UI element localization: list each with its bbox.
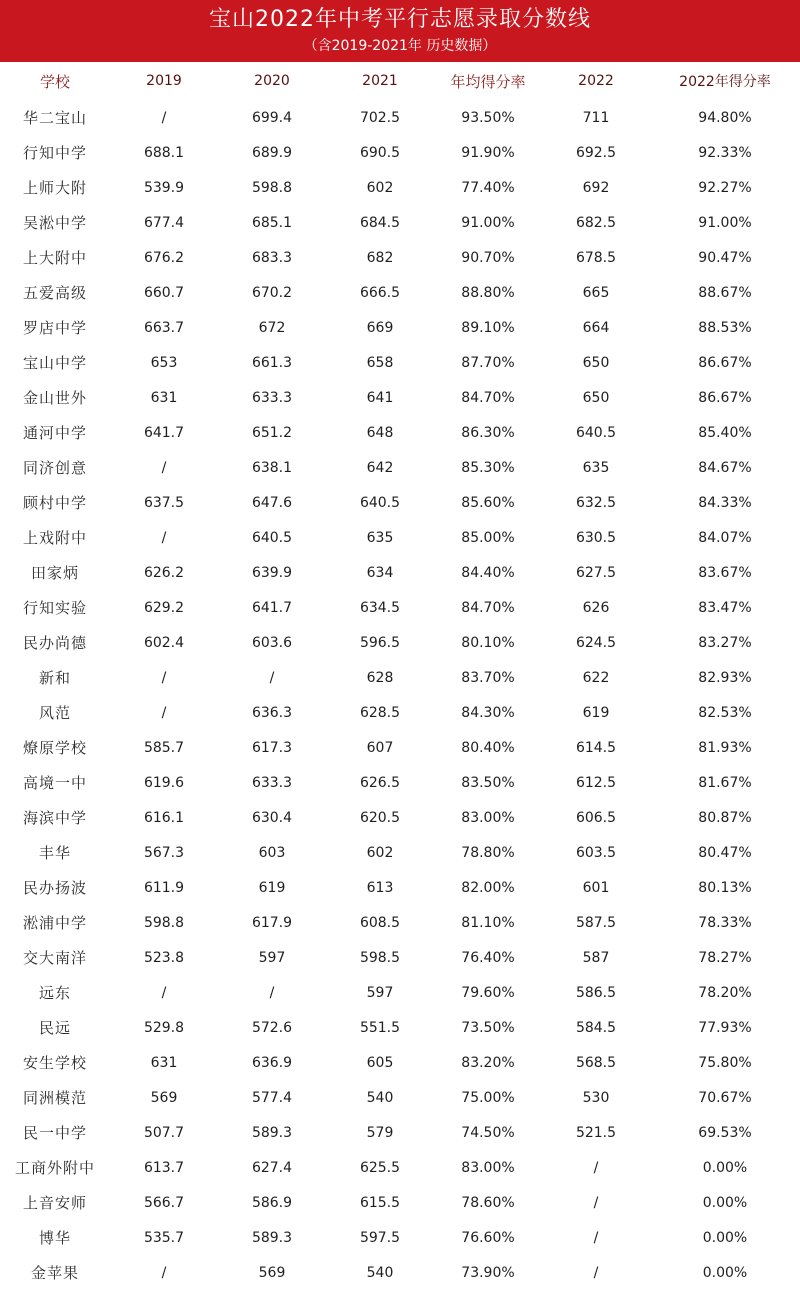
cell-2022-rate: 83.47%	[698, 599, 752, 616]
cell-2022: /	[593, 1194, 599, 1211]
cell-2022: 640.5	[575, 424, 617, 441]
cell-2020: 636.9	[251, 1054, 293, 1071]
cell-2021: 579	[366, 1124, 394, 1141]
cell-2021: 642	[366, 459, 394, 476]
cell-2020: 589.3	[251, 1124, 293, 1141]
cell-school: 远东	[38, 984, 71, 1002]
cell-2021: 613	[366, 879, 394, 896]
table-row	[0, 1115, 800, 1150]
table-row	[0, 240, 800, 275]
cell-2019: 626.2	[143, 564, 185, 581]
cell-2022: 606.5	[575, 809, 617, 826]
cell-2019: 535.7	[143, 1229, 185, 1246]
cell-avg-rate: 78.60%	[461, 1194, 515, 1211]
table-row	[0, 310, 800, 345]
cell-2020: 569	[258, 1264, 286, 1281]
table-row	[0, 1150, 800, 1185]
cell-2020: 572.6	[251, 1019, 293, 1036]
cell-avg-rate: 88.80%	[461, 284, 515, 301]
cell-2020: 672	[258, 319, 286, 336]
cell-2019: 585.7	[143, 739, 185, 756]
cell-2022-rate: 78.33%	[698, 914, 752, 931]
cell-2022-rate: 86.67%	[698, 354, 752, 371]
cell-2019: 602.4	[143, 634, 185, 651]
cell-2022-rate: 70.67%	[698, 1089, 752, 1106]
table-row	[0, 1010, 800, 1045]
cell-2019: 631	[150, 1054, 178, 1071]
table-row	[0, 555, 800, 590]
table-row	[0, 415, 800, 450]
cell-2021: 626.5	[359, 774, 401, 791]
cell-2022: 626	[582, 599, 610, 616]
cell-2022: 711	[582, 109, 610, 126]
cell-2022: 530	[582, 1089, 610, 1106]
cell-2022-rate: 0.00%	[702, 1264, 748, 1281]
cell-2021: 641	[366, 389, 394, 406]
header-school: 学校	[39, 72, 70, 91]
cell-2019: 507.7	[143, 1124, 185, 1141]
cell-school: 安生学校	[22, 1054, 87, 1072]
cell-avg-rate: 91.90%	[461, 144, 515, 161]
cell-2021: 634	[366, 564, 394, 581]
cell-2022: 630.5	[575, 529, 617, 546]
cell-2022-rate: 0.00%	[702, 1194, 748, 1211]
cell-avg-rate: 86.30%	[461, 424, 515, 441]
cell-2019: 529.8	[143, 1019, 185, 1036]
cell-2022-rate: 80.87%	[698, 809, 752, 826]
cell-2022-rate: 83.27%	[698, 634, 752, 651]
cell-2021: 596.5	[359, 634, 401, 651]
cell-2020: 651.2	[251, 424, 293, 441]
cell-2022-rate: 78.20%	[698, 984, 752, 1001]
cell-school: 行知中学	[22, 144, 87, 162]
table-row	[0, 170, 800, 205]
cell-2021: 635	[366, 529, 394, 546]
table-row	[0, 1185, 800, 1220]
cell-2021: 628	[366, 669, 394, 686]
table-row	[0, 485, 800, 520]
header-2020: 2020	[254, 73, 290, 89]
cell-2019: 598.8	[143, 914, 185, 931]
table-row	[0, 520, 800, 555]
cell-avg-rate: 82.00%	[461, 879, 515, 896]
table-row	[0, 765, 800, 800]
table-row	[0, 1220, 800, 1255]
cell-2022-rate: 0.00%	[702, 1159, 748, 1176]
cell-2021: 669	[366, 319, 394, 336]
cell-2022-rate: 84.07%	[698, 529, 752, 546]
cell-2019: /	[161, 109, 167, 126]
cell-2019: /	[161, 529, 167, 546]
cell-2021: 625.5	[359, 1159, 401, 1176]
cell-2019: 613.7	[143, 1159, 185, 1176]
cell-2020: 586.9	[251, 1194, 293, 1211]
cell-school: 上戏附中	[22, 529, 87, 547]
cell-2022: 601	[582, 879, 610, 896]
header-row	[0, 62, 800, 100]
cell-2019: /	[161, 669, 167, 686]
cell-avg-rate: 84.70%	[461, 599, 515, 616]
cell-school: 博华	[38, 1229, 71, 1247]
cell-2021: 702.5	[359, 109, 401, 126]
table-row	[0, 695, 800, 730]
header-2021: 2021	[362, 73, 398, 89]
cell-2022: 587.5	[575, 914, 617, 931]
cell-2019: /	[161, 459, 167, 476]
title-banner	[0, 0, 800, 62]
cell-2019: 676.2	[143, 249, 185, 266]
cell-avg-rate: 73.90%	[461, 1264, 515, 1281]
cell-2022: 614.5	[575, 739, 617, 756]
table-header	[0, 62, 800, 100]
cell-2019: 611.9	[143, 879, 185, 896]
cell-2021: 634.5	[359, 599, 401, 616]
cell-2022: 587	[582, 949, 610, 966]
table-row	[0, 1045, 800, 1080]
cell-school: 田家炳	[30, 564, 79, 582]
table-row	[0, 135, 800, 170]
cell-2022: 664	[582, 319, 610, 336]
table-row	[0, 870, 800, 905]
table-row	[0, 590, 800, 625]
cell-2022: 627.5	[575, 564, 617, 581]
cell-2019: 688.1	[143, 144, 185, 161]
cell-avg-rate: 85.00%	[461, 529, 515, 546]
cell-2020: 619	[258, 879, 286, 896]
header-2022-rate: 2022年得分率	[679, 74, 771, 90]
table-row	[0, 275, 800, 310]
cell-2019: 637.5	[143, 494, 185, 511]
header-avg-rate: 年均得分率	[450, 72, 526, 91]
cell-avg-rate: 93.50%	[461, 109, 515, 126]
cell-2022: 692.5	[575, 144, 617, 161]
cell-school: 民办扬波	[22, 879, 87, 897]
cell-2020: 598.8	[251, 179, 293, 196]
cell-school: 行知实验	[22, 599, 87, 617]
cell-2022-rate: 90.47%	[698, 249, 752, 266]
cell-2022: 678.5	[575, 249, 617, 266]
cell-2022-rate: 88.53%	[698, 319, 752, 336]
cell-school: 五爱高级	[22, 284, 87, 302]
cell-2020: 633.3	[251, 774, 293, 791]
cell-2019: 569	[150, 1089, 178, 1106]
cell-2022: 665	[582, 284, 610, 301]
cell-2021: 615.5	[359, 1194, 401, 1211]
cell-avg-rate: 90.70%	[461, 249, 515, 266]
cell-2020: 597	[258, 949, 286, 966]
cell-2019: 641.7	[143, 424, 185, 441]
cell-avg-rate: 81.10%	[461, 914, 515, 931]
table-row	[0, 975, 800, 1010]
cell-2022: 692	[582, 179, 610, 196]
cell-2019: 567.3	[143, 844, 185, 861]
cell-2022: 586.5	[575, 984, 617, 1001]
cell-school: 罗店中学	[22, 319, 87, 337]
cell-2022-rate: 92.33%	[698, 144, 752, 161]
cell-2022-rate: 77.93%	[698, 1019, 752, 1036]
cell-2022: /	[593, 1264, 599, 1281]
cell-2020: 670.2	[251, 284, 293, 301]
cell-avg-rate: 85.30%	[461, 459, 515, 476]
cell-school: 丰华	[38, 844, 71, 862]
table-row	[0, 450, 800, 485]
cell-2020: 617.3	[251, 739, 293, 756]
score-table	[0, 62, 800, 1290]
cell-2019: 539.9	[143, 179, 185, 196]
cell-2020: 640.5	[251, 529, 293, 546]
table-row	[0, 1255, 800, 1290]
cell-2022-rate: 85.40%	[698, 424, 752, 441]
cell-2021: 605	[366, 1054, 394, 1071]
cell-2022-rate: 78.27%	[698, 949, 752, 966]
cell-2022-rate: 84.67%	[698, 459, 752, 476]
cell-2019: /	[161, 704, 167, 721]
cell-2022: 650	[582, 354, 610, 371]
table-row	[0, 940, 800, 975]
cell-school: 金苹果	[30, 1264, 79, 1282]
cell-2022-rate: 91.00%	[698, 214, 752, 231]
cell-2020: 589.3	[251, 1229, 293, 1246]
cell-2021: 682	[366, 249, 394, 266]
cell-2021: 658	[366, 354, 394, 371]
cell-2021: 598.5	[359, 949, 401, 966]
cell-avg-rate: 77.40%	[461, 179, 515, 196]
cell-2021: 620.5	[359, 809, 401, 826]
cell-2021: 690.5	[359, 144, 401, 161]
cell-2019: 523.8	[143, 949, 185, 966]
cell-school: 上大附中	[22, 249, 87, 267]
cell-school: 燎原学校	[22, 739, 87, 757]
cell-2022-rate: 94.80%	[698, 109, 752, 126]
cell-school: 同洲模范	[22, 1089, 87, 1107]
cell-2022-rate: 86.67%	[698, 389, 752, 406]
cell-school: 民一中学	[22, 1124, 87, 1142]
cell-2022: 568.5	[575, 1054, 617, 1071]
table-row	[0, 100, 800, 135]
cell-2019: /	[161, 1264, 167, 1281]
cell-2022: /	[593, 1229, 599, 1246]
cell-2019: 629.2	[143, 599, 185, 616]
cell-2021: 602	[366, 844, 394, 861]
cell-2022: 622	[582, 669, 610, 686]
cell-2020: 699.4	[251, 109, 293, 126]
cell-2021: 540	[366, 1089, 394, 1106]
cell-2020: 633.3	[251, 389, 293, 406]
cell-2022-rate: 69.53%	[698, 1124, 752, 1141]
cell-2021: 608.5	[359, 914, 401, 931]
cell-avg-rate: 84.70%	[461, 389, 515, 406]
cell-school: 金山世外	[22, 389, 87, 407]
table-body	[0, 100, 800, 1290]
cell-2019: 631	[150, 389, 178, 406]
cell-2019: 566.7	[143, 1194, 185, 1211]
cell-2021: 666.5	[359, 284, 401, 301]
table-row	[0, 905, 800, 940]
cell-2020: 683.3	[251, 249, 293, 266]
cell-school: 上音安师	[22, 1194, 87, 1212]
cell-avg-rate: 91.00%	[461, 214, 515, 231]
cell-2022-rate: 83.67%	[698, 564, 752, 581]
cell-2022-rate: 80.13%	[698, 879, 752, 896]
cell-2020: 647.6	[251, 494, 293, 511]
cell-2021: 597.5	[359, 1229, 401, 1246]
cell-avg-rate: 76.40%	[461, 949, 515, 966]
cell-2022: 619	[582, 704, 610, 721]
cell-avg-rate: 74.50%	[461, 1124, 515, 1141]
cell-avg-rate: 79.60%	[461, 984, 515, 1001]
cell-school: 上师大附	[22, 179, 87, 197]
table-row	[0, 800, 800, 835]
page-title: 宝山2022年中考平行志愿录取分数线	[209, 7, 591, 32]
cell-2020: 603	[258, 844, 286, 861]
cell-2020: 661.3	[251, 354, 293, 371]
cell-2019: 619.6	[143, 774, 185, 791]
cell-2022-rate: 84.33%	[698, 494, 752, 511]
cell-avg-rate: 73.50%	[461, 1019, 515, 1036]
table-row	[0, 380, 800, 415]
cell-2022: 635	[582, 459, 610, 476]
cell-2020: 617.9	[251, 914, 293, 931]
header-2022: 2022	[578, 73, 614, 89]
header-2019: 2019	[146, 73, 182, 89]
cell-avg-rate: 83.00%	[461, 1159, 515, 1176]
cell-school: 通河中学	[22, 424, 87, 442]
cell-avg-rate: 84.40%	[461, 564, 515, 581]
cell-2022: 682.5	[575, 214, 617, 231]
cell-school: 顾村中学	[22, 494, 87, 512]
cell-2020: 639.9	[251, 564, 293, 581]
cell-2020: 641.7	[251, 599, 293, 616]
cell-avg-rate: 76.60%	[461, 1229, 515, 1246]
cell-2022-rate: 82.53%	[698, 704, 752, 721]
cell-2020: 636.3	[251, 704, 293, 721]
cell-2020: 577.4	[251, 1089, 293, 1106]
cell-school: 新和	[38, 669, 71, 687]
table-row	[0, 205, 800, 240]
cell-2022-rate: 81.93%	[698, 739, 752, 756]
cell-2019: 660.7	[143, 284, 185, 301]
cell-school: 民远	[38, 1019, 71, 1037]
cell-2022-rate: 92.27%	[698, 179, 752, 196]
cell-avg-rate: 78.80%	[461, 844, 515, 861]
cell-school: 华二宝山	[22, 109, 87, 127]
cell-school: 交大南洋	[22, 949, 87, 967]
cell-school: 高境一中	[22, 774, 87, 792]
cell-2020: 603.6	[251, 634, 293, 651]
cell-2020: 685.1	[251, 214, 293, 231]
cell-school: 民办尚德	[22, 634, 87, 652]
cell-avg-rate: 75.00%	[461, 1089, 515, 1106]
cell-2022-rate: 82.93%	[698, 669, 752, 686]
cell-avg-rate: 83.00%	[461, 809, 515, 826]
cell-2020: 689.9	[251, 144, 293, 161]
cell-school: 同济创意	[22, 459, 87, 477]
cell-avg-rate: 83.50%	[461, 774, 515, 791]
cell-2021: 684.5	[359, 214, 401, 231]
cell-2022: 650	[582, 389, 610, 406]
cell-2022: 603.5	[575, 844, 617, 861]
cell-avg-rate: 80.10%	[461, 634, 515, 651]
cell-school: 宝山中学	[22, 354, 87, 372]
cell-2019: /	[161, 984, 167, 1001]
table-row	[0, 625, 800, 660]
cell-2019: 616.1	[143, 809, 185, 826]
cell-2022-rate: 81.67%	[698, 774, 752, 791]
cell-2021: 540	[366, 1264, 394, 1281]
cell-avg-rate: 85.60%	[461, 494, 515, 511]
cell-2022: 612.5	[575, 774, 617, 791]
cell-2019: 677.4	[143, 214, 185, 231]
cell-2021: 602	[366, 179, 394, 196]
cell-2021: 597	[366, 984, 394, 1001]
cell-2022: 584.5	[575, 1019, 617, 1036]
cell-avg-rate: 89.10%	[461, 319, 515, 336]
cell-school: 工商外附中	[14, 1159, 95, 1177]
cell-2022: 624.5	[575, 634, 617, 651]
cell-2021: 551.5	[359, 1019, 401, 1036]
cell-2019: 653	[150, 354, 178, 371]
cell-avg-rate: 87.70%	[461, 354, 515, 371]
cell-2021: 648	[366, 424, 394, 441]
cell-2022-rate: 0.00%	[702, 1229, 748, 1246]
page-subtitle: （含2019-2021年 历史数据）	[303, 38, 497, 54]
cell-2022-rate: 80.47%	[698, 844, 752, 861]
cell-2019: 663.7	[143, 319, 185, 336]
cell-avg-rate: 83.20%	[461, 1054, 515, 1071]
cell-2020: 638.1	[251, 459, 293, 476]
cell-2021: 607	[366, 739, 394, 756]
table-row	[0, 835, 800, 870]
cell-2021: 628.5	[359, 704, 401, 721]
cell-2021: 640.5	[359, 494, 401, 511]
cell-2022: 632.5	[575, 494, 617, 511]
cell-avg-rate: 80.40%	[461, 739, 515, 756]
cell-school: 吴淞中学	[22, 214, 87, 232]
cell-avg-rate: 84.30%	[461, 704, 515, 721]
table-row	[0, 660, 800, 695]
cell-school: 淞浦中学	[22, 914, 87, 932]
cell-2022-rate: 75.80%	[698, 1054, 752, 1071]
cell-school: 海滨中学	[22, 809, 87, 827]
cell-avg-rate: 83.70%	[461, 669, 515, 686]
cell-school: 风范	[38, 704, 71, 722]
cell-2020: 630.4	[251, 809, 293, 826]
cell-2022-rate: 88.67%	[698, 284, 752, 301]
cell-2020: /	[269, 984, 275, 1001]
cell-2022: /	[593, 1159, 599, 1176]
table-row	[0, 1080, 800, 1115]
cell-2020: 627.4	[251, 1159, 293, 1176]
table-row	[0, 730, 800, 765]
table-row	[0, 345, 800, 380]
cell-2022: 521.5	[575, 1124, 617, 1141]
cell-2020: /	[269, 669, 275, 686]
